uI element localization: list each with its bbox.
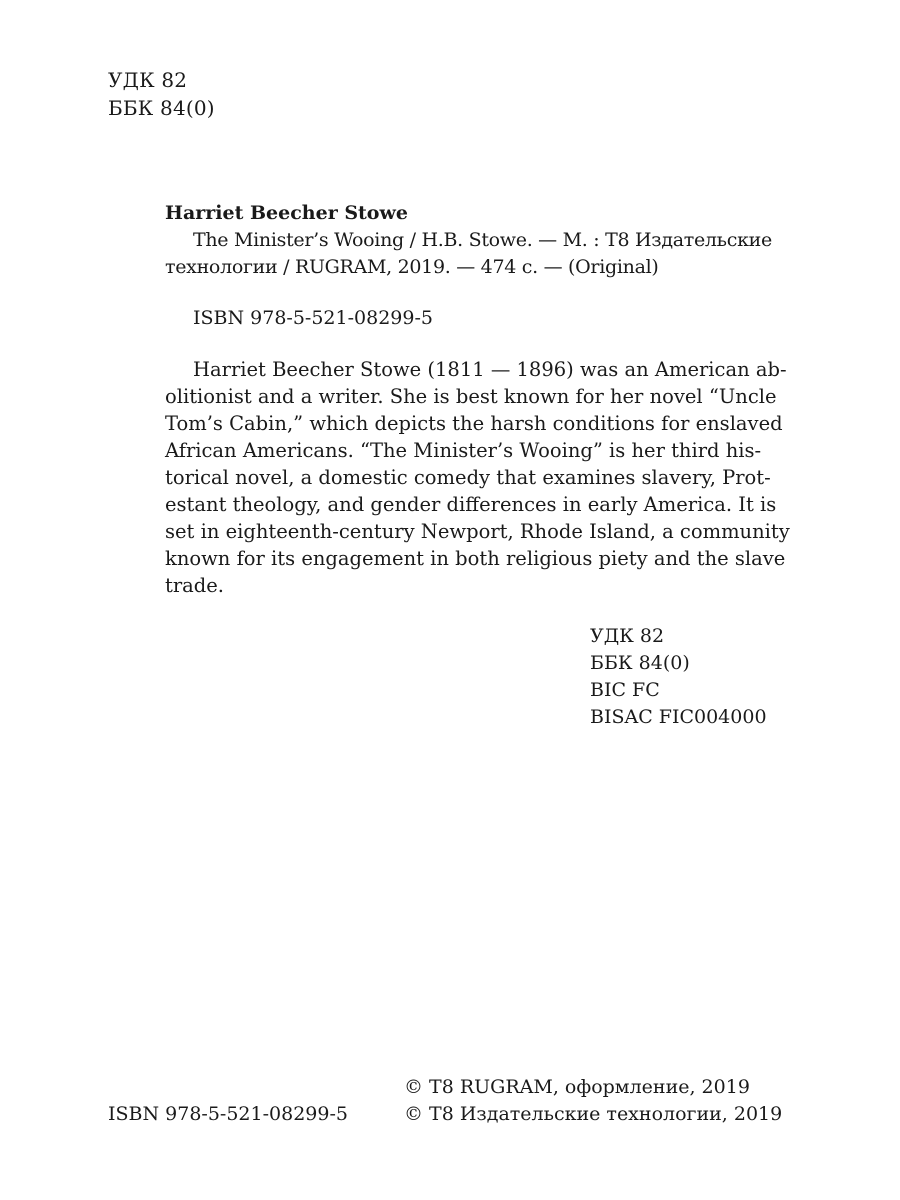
annotation-paragraph [165, 356, 790, 599]
description-line: The Minister’s Wooing / H.B. Stowe. — М. : Т8 Издательские [193, 229, 772, 251]
annotation-line: African Americans. “The Minister’s Wooing” is her third his- [165, 439, 762, 462]
classification-bic: BIC FC [590, 679, 660, 701]
classification-bisac: BISAC FIC004000 [590, 706, 767, 728]
annotation-line: set in eighteenth-century Newport, Rhode Island, a community [165, 520, 790, 543]
annotation-line: torical novel, a domestic comedy that examines slavery, Prot- [165, 466, 771, 489]
copyright-publisher: © Т8 Издательские технологии, 2019 [404, 1103, 783, 1125]
udk-code: УДК 82 [108, 68, 188, 92]
copyright-notices [404, 1074, 782, 1128]
bbk-code: ББК 84(0) [108, 96, 215, 120]
description-line: технологии / RUGRAM, 2019. — 474 с. — (Original) [165, 256, 659, 278]
isbn-main: ISBN 978-5-521-08299-5 [193, 307, 433, 329]
annotation-line: estant theology, and gender differences in early America. It is [165, 493, 777, 516]
annotation-line: Harriet Beecher Stowe (1811 — 1896) was an American ab- [193, 358, 787, 381]
bibliographic-record [165, 200, 772, 281]
top-classification [108, 66, 215, 122]
classification-block [590, 623, 767, 731]
annotation-line: Tom’s Cabin,” which depicts the harsh conditions for enslaved [165, 412, 783, 435]
isbn-bottom: ISBN 978-5-521-08299-5 [108, 1103, 348, 1125]
classification-udk: УДК 82 [590, 625, 665, 647]
copyright-design: © Т8 RUGRAM, оформление, 2019 [404, 1076, 750, 1098]
annotation-line: trade. [165, 574, 225, 597]
classification-bbk: ББК 84(0) [590, 652, 690, 674]
annotation-line: known for its engagement in both religious piety and the slave [165, 547, 786, 570]
annotation-line: olitionist and a writer. She is best known for her novel “Uncle [165, 385, 777, 408]
author-name: Harriet Beecher Stowe [165, 202, 408, 224]
